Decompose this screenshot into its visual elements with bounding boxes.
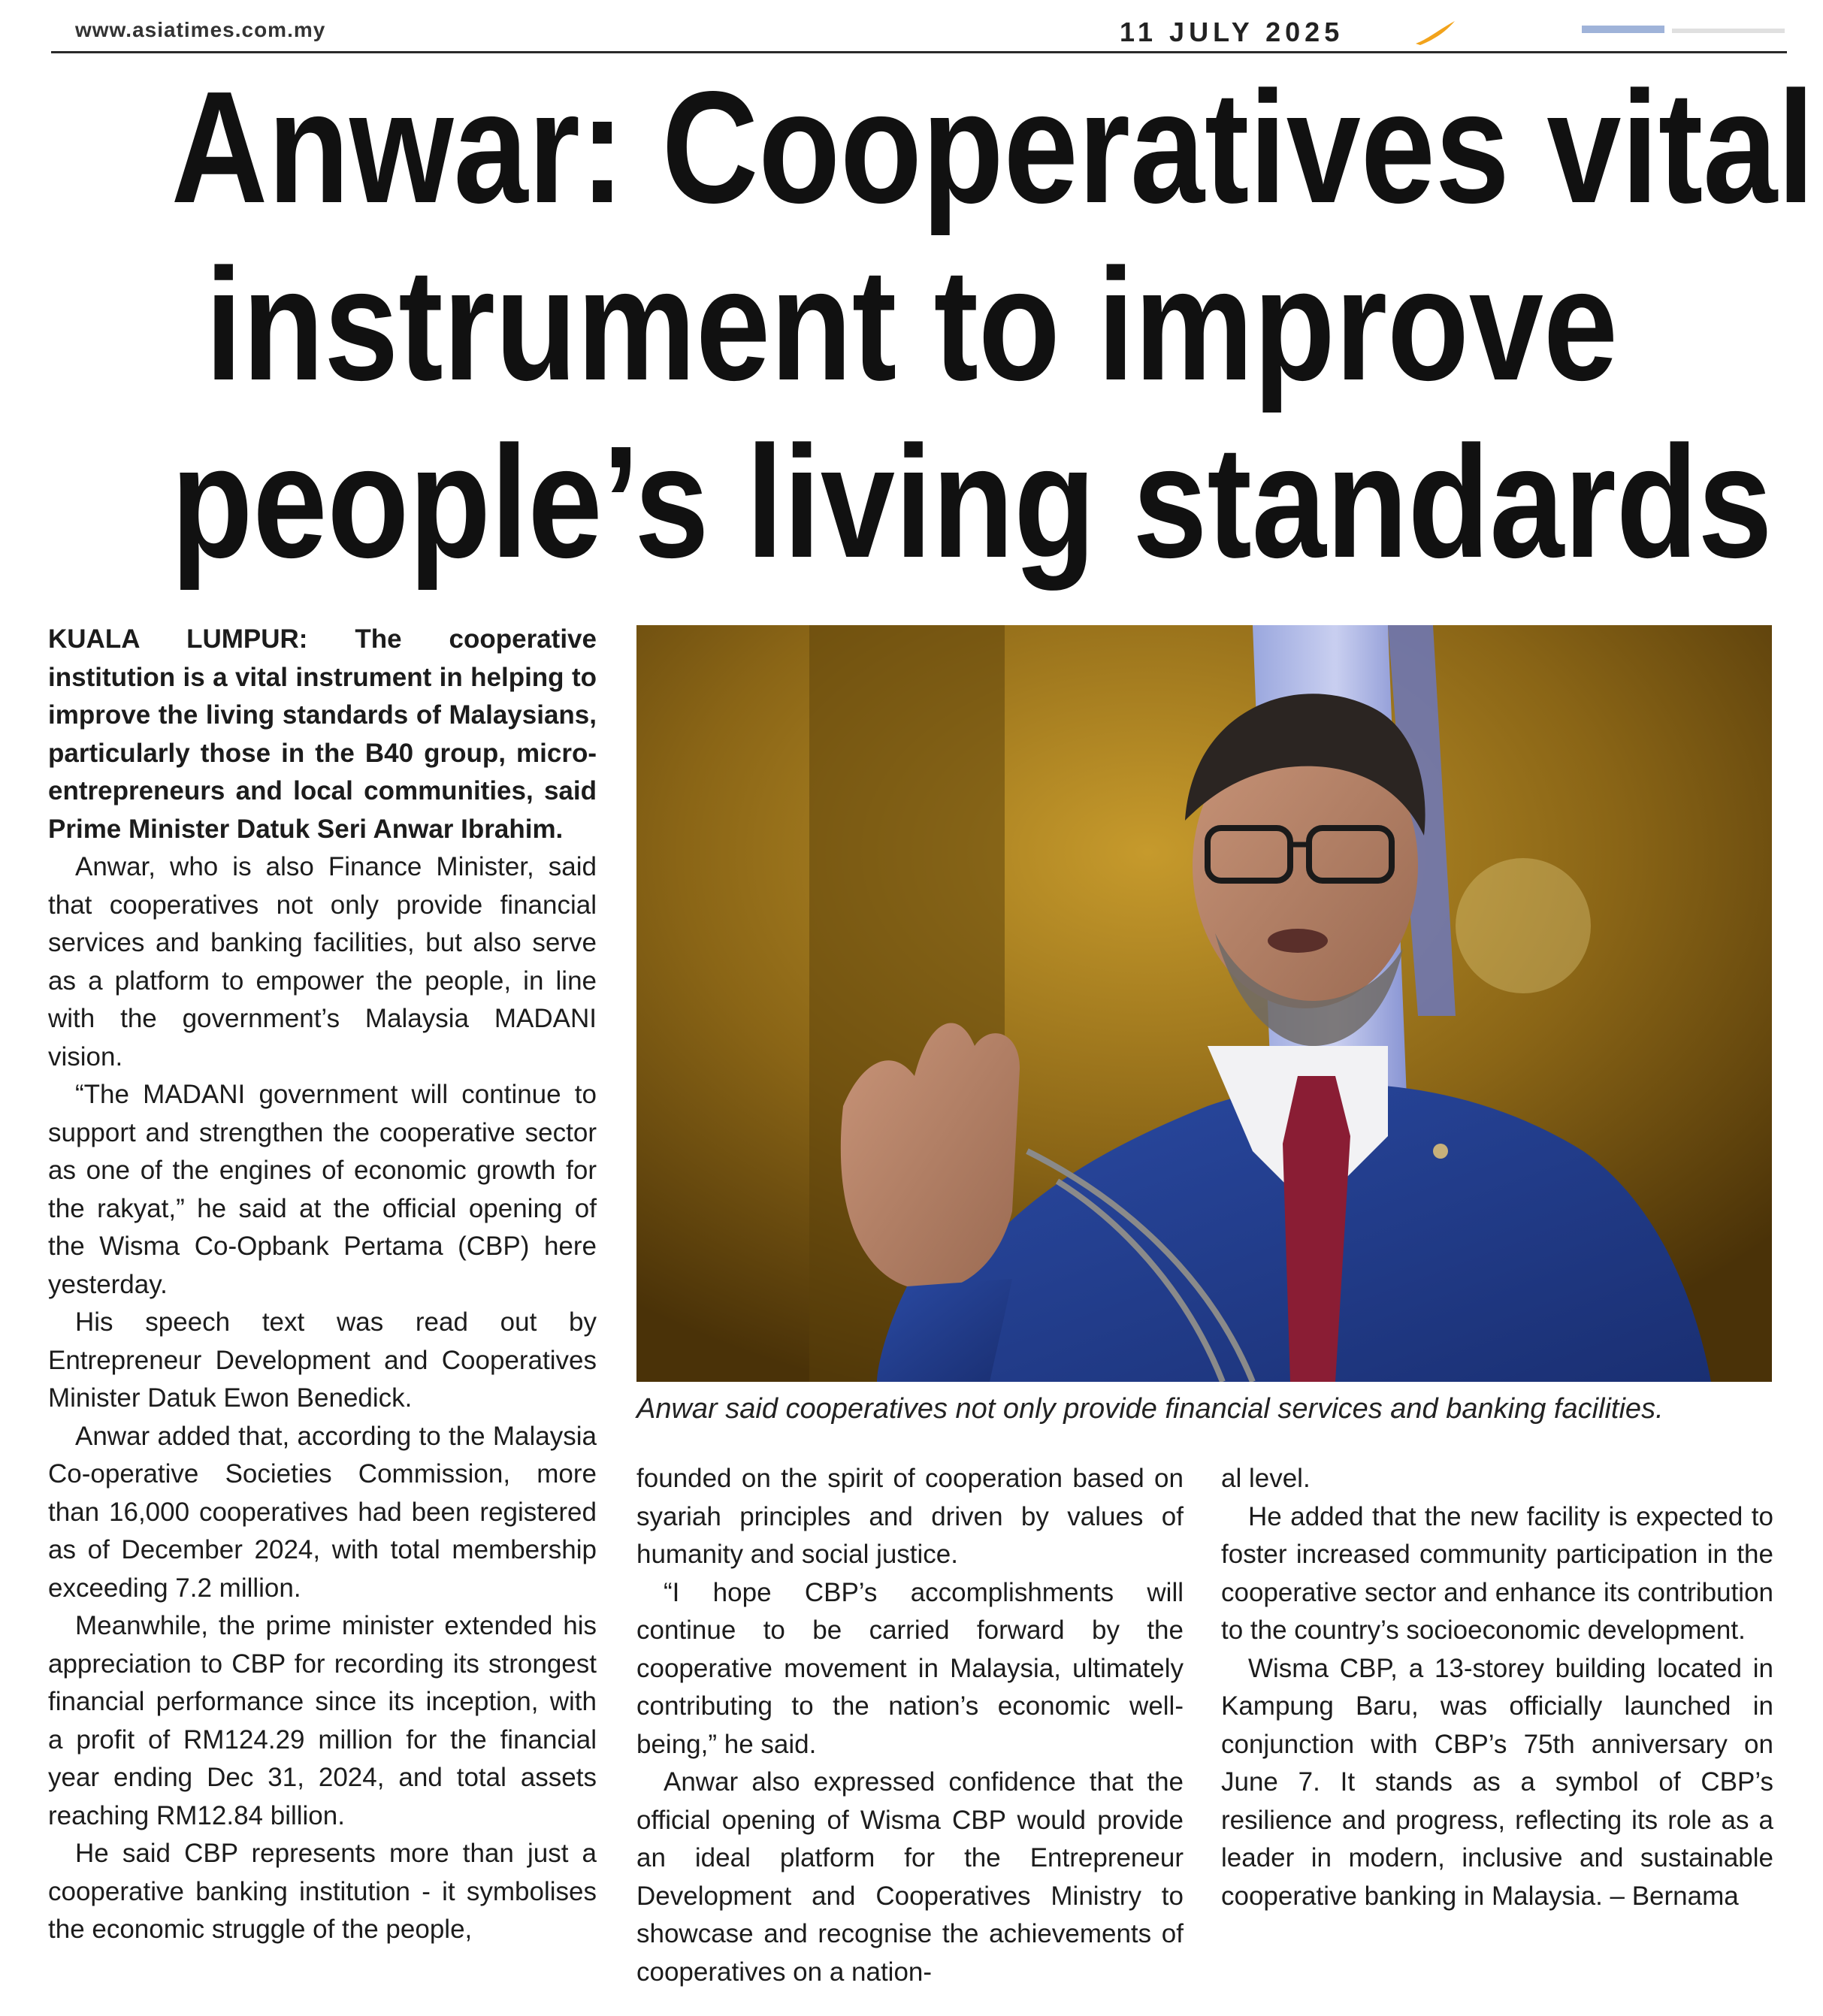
body-paragraph: al level. xyxy=(1221,1464,1311,1493)
body-paragraph: founded on the spirit of cooperation based on syariah principles and driven by values of humanity and social justice. xyxy=(636,1464,1184,1569)
body-paragraph: He said CBP represents more than just a cooperative banking institution - it symbolises the economic struggle of the people, xyxy=(48,1839,597,1944)
body-paragraph: Wisma CBP, a 13-storey building located in Kampung Baru, was officially launched in conjunction with CBP’s 75th anniversary on June 7. It stands as a symbol of CBP’s resilience and progress, reflecting its role as a leader in modern, inclusive and sustainable cooperative banking in Malaysia. – Bernama xyxy=(1221,1653,1773,1911)
header-rule xyxy=(51,51,1787,53)
speaker-photo-illustration xyxy=(636,625,1772,1382)
logo-mark xyxy=(1582,26,1664,33)
body-paragraph: Anwar, who is also Finance Minister, said that cooperatives not only provide financial services and banking facilities, but also serve as a platform to empower the people, in line with the government’s Malaysia MADANI vision. xyxy=(48,852,597,1071)
logo-swoosh-icon xyxy=(1413,18,1458,47)
body-paragraph: Anwar added that, according to the Malaysia Co-operative Societies Commission, more than 16,000 cooperatives had been registered as of December 2024, with total membership exceeding 7.2 million. xyxy=(48,1421,597,1603)
article-column-3 xyxy=(1221,1460,1773,1915)
logo-text-mark xyxy=(1672,29,1785,33)
article-column-1 xyxy=(48,621,597,1949)
lede-paragraph: KUALA LUMPUR: The cooperative institution is a vital instrument in helping to improve the living standards of Malaysians, particularly those in the B40 group, micro-entrepreneurs and local communities, said Prime Minister Datuk Seri Anwar Ibrahim. xyxy=(48,624,597,844)
body-paragraph: His speech text was read out by Entrepreneur Development and Cooperatives Minister Datuk Ewon Benedick. xyxy=(48,1307,597,1413)
headline-line: people’s living standards xyxy=(171,413,1773,591)
body-paragraph: “The MADANI government will continue to support and strengthen the cooperative sector as one of the engines of economic growth for the rakyat,” he said at the official opening of the Wisma Co-Opbank Pertama (CBP) here yesterday. xyxy=(48,1080,597,1299)
body-paragraph: Anwar also expressed confidence that the official opening of Wisma CBP would provide an ideal platform for the Entrepreneur Development and Cooperatives Ministry to showcase and recognise the achievements of cooperatives on a nation- xyxy=(636,1767,1184,1987)
headline xyxy=(30,58,1815,591)
body-paragraph: “I hope CBP’s accomplishments will continue to be carried forward by the cooperative movement in Malaysia, ultimately contributing to the nation’s economic well-being,” he said. xyxy=(636,1577,1184,1759)
masthead xyxy=(0,0,1823,53)
body-paragraph: He added that the new facility is expected to foster increased community participation in the cooperative sector and enhance its contribution to the country’s socioeconomic development. xyxy=(1221,1501,1773,1645)
headline-line: Anwar: Cooperatives vital xyxy=(171,58,1815,236)
article-column-2 xyxy=(636,1460,1184,1991)
photo-caption: Anwar said cooperatives not only provide financial services and banking facilities. xyxy=(636,1393,1664,1425)
news-photo xyxy=(636,625,1772,1382)
headline-line: instrument to improve xyxy=(205,235,1618,413)
body-paragraph: Meanwhile, the prime minister extended his appreciation to CBP for recording its strongest financial performance since its inception, with a profit of RM124.29 million for the financial year ending Dec 31, 2024, and total assets reaching RM12.84 billion. xyxy=(48,1611,597,1830)
issue-date: 11 JULY 2025 xyxy=(1120,17,1344,47)
site-url: www.asiatimes.com.my xyxy=(75,18,326,41)
